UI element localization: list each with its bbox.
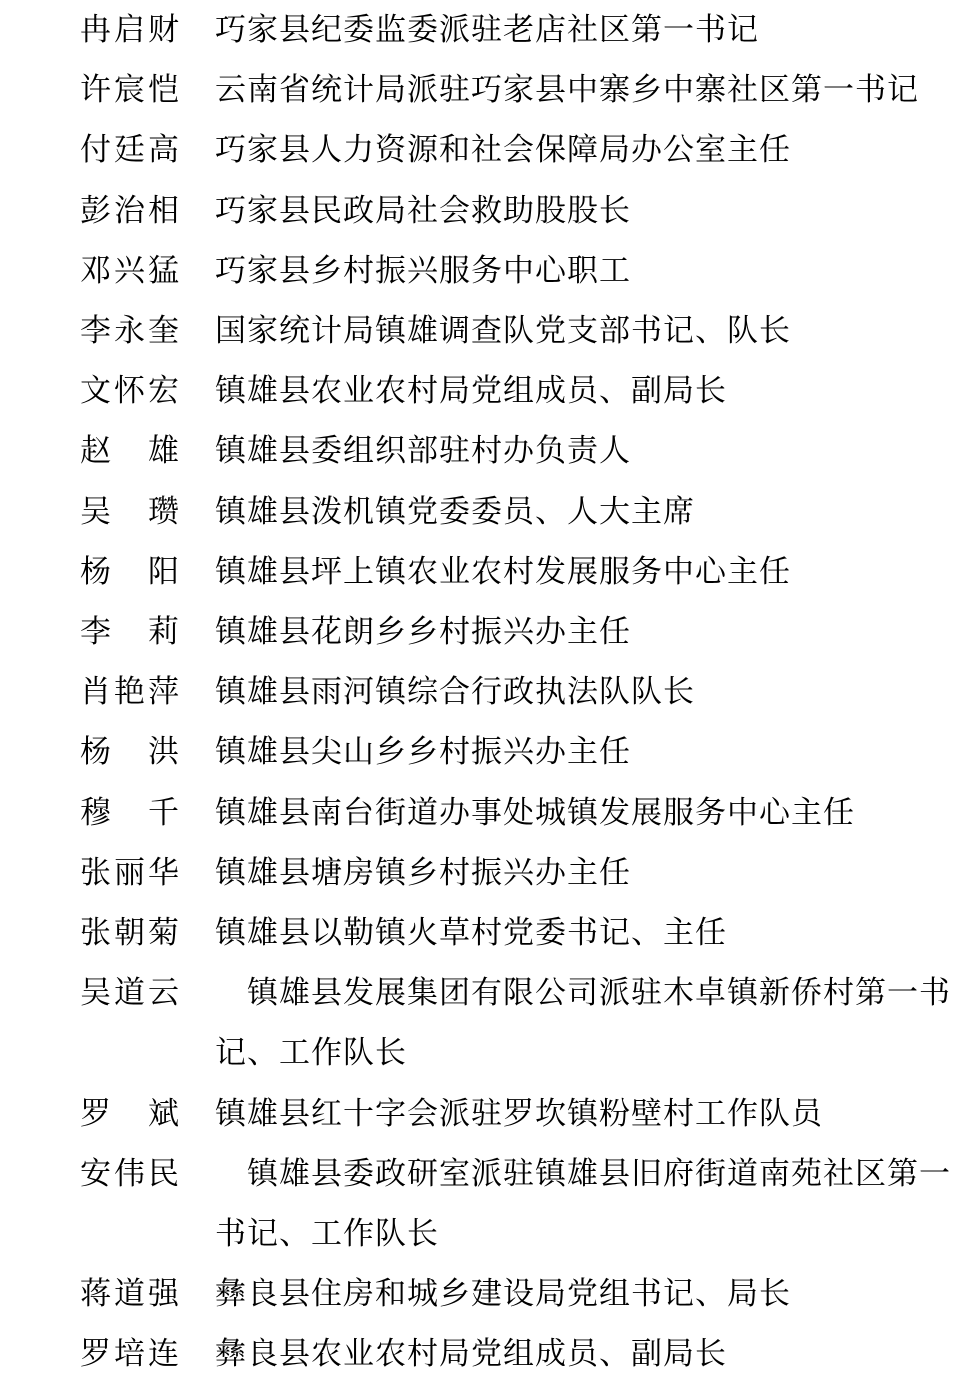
list-item [0, 0, 980, 60]
list-item [0, 181, 980, 241]
person-name: 罗培连 [80, 1336, 179, 1373]
person-name: 肖艳萍 [80, 674, 179, 711]
list-item [0, 301, 980, 361]
person-title: 镇雄县花朗乡乡村振兴办主任 [215, 614, 631, 651]
person-name: 杨 阳 [80, 553, 179, 590]
person-name: 许宸恺 [80, 72, 179, 109]
list-item [0, 421, 980, 481]
list-item [0, 602, 980, 662]
person-title: 巧家县乡村振兴服务中心职工 [215, 252, 631, 289]
person-name: 邓兴猛 [80, 252, 179, 289]
person-name: 蒋道强 [80, 1276, 179, 1313]
person-name: 穆 千 [80, 794, 179, 831]
person-title: 国家统计局镇雄调查队党支部书记、队长 [215, 313, 791, 350]
person-name: 张朝菊 [80, 915, 179, 952]
person-name: 杨 洪 [80, 734, 179, 771]
person-name: 李 莉 [80, 614, 179, 651]
person-title: 镇雄县红十字会派驻罗坎镇粉壁村工作队员 [215, 1095, 823, 1132]
person-title: 镇雄县雨河镇综合行政执法队队长 [215, 674, 695, 711]
person-name: 文怀宏 [80, 373, 179, 410]
person-title: 云南省统计局派驻巧家县中寨乡中寨社区第一书记 [215, 72, 919, 109]
person-title: 镇雄县尖山乡乡村振兴办主任 [215, 734, 631, 771]
list-item [0, 1144, 980, 1264]
list-item [0, 662, 980, 722]
person-title: 镇雄县坪上镇农业农村发展服务中心主任 [215, 553, 791, 590]
person-name: 吴道云 [80, 975, 179, 1012]
person-name: 安伟民 [80, 1155, 179, 1192]
person-name: 罗 斌 [80, 1095, 179, 1132]
person-title: 镇雄县南台街道办事处城镇发展服务中心主任 [215, 794, 855, 831]
list-item [0, 722, 980, 782]
person-name: 张丽华 [80, 854, 179, 891]
list-item [0, 843, 980, 903]
list-item [0, 361, 980, 421]
person-name: 赵 雄 [80, 433, 179, 470]
list-item [0, 241, 980, 301]
person-title: 镇雄县委组织部驻村办负责人 [215, 433, 631, 470]
person-title: 镇雄县发展集团有限公司派驻木卓镇新侨村第一书记、工作队长 [215, 975, 951, 1072]
person-title: 镇雄县农业农村局党组成员、副局长 [215, 373, 727, 410]
person-name: 付廷高 [80, 132, 179, 169]
person-title: 镇雄县以勒镇火草村党委书记、主任 [215, 915, 727, 952]
list-item [0, 482, 980, 542]
list-item [0, 903, 980, 963]
person-title: 彝良县农业农村局党组成员、副局长 [215, 1336, 727, 1373]
list-item [0, 783, 980, 843]
person-title: 镇雄县塘房镇乡村振兴办主任 [215, 854, 631, 891]
list-item [0, 1264, 980, 1324]
person-title: 镇雄县泼机镇党委委员、人大主席 [215, 493, 695, 530]
person-title: 巧家县纪委监委派驻老店社区第一书记 [215, 12, 759, 48]
list-item [0, 963, 980, 1083]
list-item [0, 542, 980, 602]
person-name: 彭治相 [80, 192, 179, 229]
list-item [0, 1084, 980, 1144]
person-title: 彝良县住房和城乡建设局党组书记、局长 [215, 1276, 791, 1313]
person-name: 李永奎 [80, 313, 179, 350]
person-title: 巧家县人力资源和社会保障局办公室主任 [215, 132, 791, 169]
person-name: 吴 瓒 [80, 493, 179, 530]
person-name: 冉启财 [80, 12, 179, 48]
person-title: 巧家县民政局社会救助股股长 [215, 192, 631, 229]
list-item [0, 60, 980, 120]
person-title: 镇雄县委政研室派驻镇雄县旧府街道南苑社区第一书记、工作队长 [215, 1155, 951, 1253]
list-item [0, 1324, 980, 1384]
list-item [0, 120, 980, 180]
